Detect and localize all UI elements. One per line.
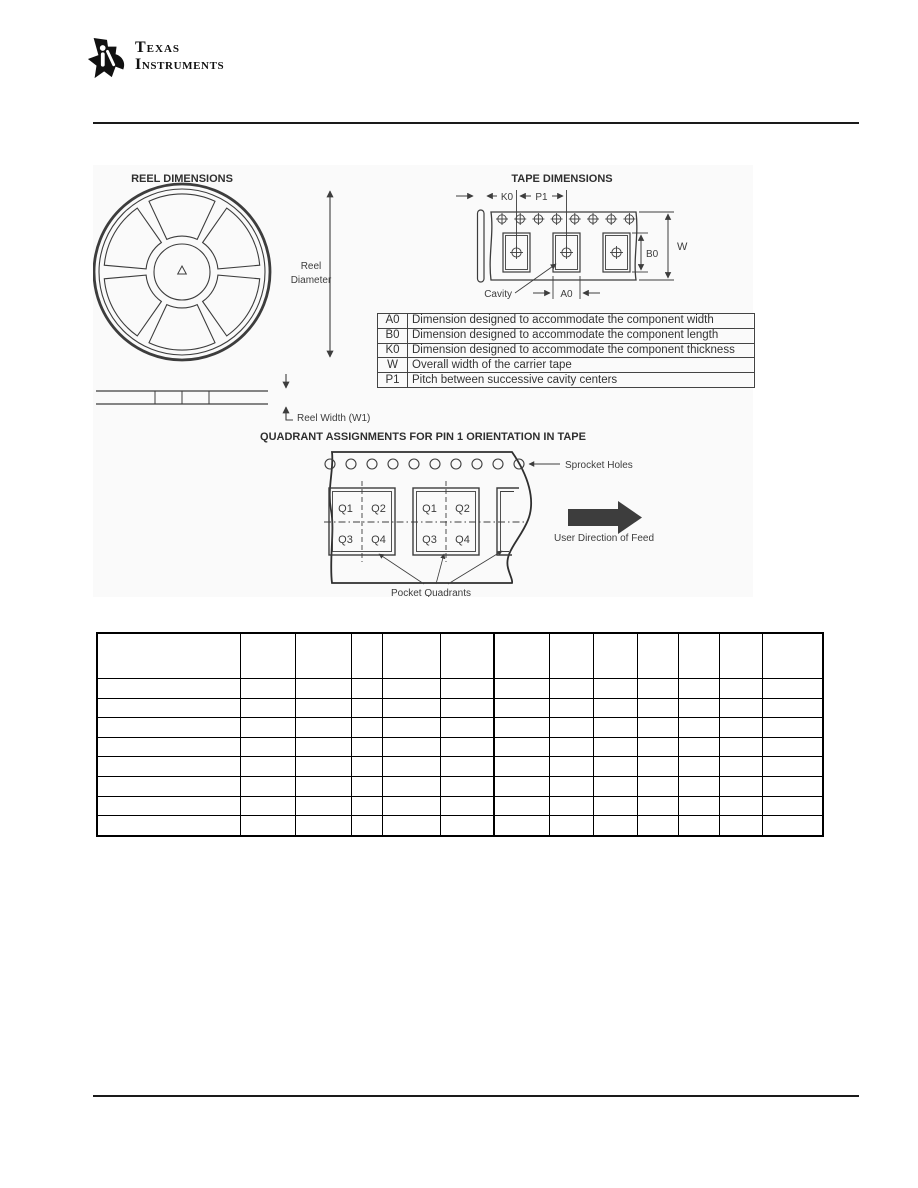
- empty-cell: [719, 679, 762, 699]
- empty-cell: [593, 757, 637, 777]
- empty-cell: [440, 633, 494, 679]
- empty-cell: [351, 796, 382, 816]
- reel-side-view: [96, 391, 268, 404]
- empty-cell: [440, 698, 494, 718]
- empty-cell: [351, 737, 382, 757]
- empty-cell: [382, 816, 440, 836]
- reel-dimensions-title: REEL DIMENSIONS: [131, 173, 233, 185]
- reel-width-label: Reel Width (W1): [297, 413, 371, 424]
- sprocket-holes-label: Sprocket Holes: [565, 460, 633, 471]
- empty-cell: [762, 633, 823, 679]
- empty-cell: [440, 816, 494, 836]
- pocket1-q1-label: Q1: [338, 503, 353, 515]
- empty-cell: [549, 718, 593, 738]
- empty-cell: [637, 776, 678, 796]
- empty-cell: [440, 718, 494, 738]
- empty-cell: [97, 718, 240, 738]
- empty-cell: [240, 757, 295, 777]
- empty-cell: [240, 698, 295, 718]
- ti-wordmark: [135, 40, 224, 74]
- legend-row: [378, 314, 755, 329]
- k0-dimension: [456, 192, 514, 203]
- empty-cell: [494, 757, 549, 777]
- empty-cell: [637, 698, 678, 718]
- empty-cell: [678, 796, 719, 816]
- empty-cell: [719, 776, 762, 796]
- empty-cell: [97, 679, 240, 699]
- empty-cell: [351, 757, 382, 777]
- empty-cell: [762, 698, 823, 718]
- empty-cell: [549, 796, 593, 816]
- empty-cell: [97, 816, 240, 836]
- header-row: [97, 633, 823, 679]
- ti-logo: [86, 36, 224, 82]
- empty-cell: [494, 816, 549, 836]
- empty-cell: [637, 796, 678, 816]
- empty-cell: [494, 796, 549, 816]
- table-row: [97, 776, 823, 796]
- legend-symbol: B0: [378, 328, 408, 343]
- legend-description: Dimension designed to accommodate the component thickness: [408, 343, 755, 358]
- empty-cell: [678, 776, 719, 796]
- empty-cell: [593, 679, 637, 699]
- legend-row: [378, 373, 755, 388]
- hub-orientation-mark: [178, 266, 187, 274]
- table-row: [97, 718, 823, 738]
- empty-cell: [593, 698, 637, 718]
- empty-cell: [593, 816, 637, 836]
- legend-description: Dimension designed to accommodate the component width: [408, 314, 755, 329]
- empty-cell: [295, 737, 351, 757]
- empty-cell: [351, 776, 382, 796]
- pocket2-q4-label: Q4: [455, 534, 470, 546]
- empty-cell: [762, 718, 823, 738]
- legend-row: [378, 343, 755, 358]
- pocket2-q1-label: Q1: [422, 503, 437, 515]
- table-row: [97, 679, 823, 699]
- empty-cell: [637, 718, 678, 738]
- empty-cell: [719, 633, 762, 679]
- legend-row: [378, 328, 755, 343]
- empty-cell: [382, 757, 440, 777]
- empty-cell: [762, 796, 823, 816]
- empty-cell: [719, 757, 762, 777]
- w-label: W: [677, 241, 688, 253]
- quadrant-assignments-title: QUADRANT ASSIGNMENTS FOR PIN 1 ORIENTATION IN TAPE: [260, 431, 586, 443]
- empty-cell: [678, 698, 719, 718]
- empty-cell: [240, 718, 295, 738]
- logo-line1: Texas: [135, 39, 181, 56]
- empty-cell: [382, 718, 440, 738]
- empty-cell: [593, 737, 637, 757]
- empty-cell: [719, 796, 762, 816]
- empty-cell: [351, 698, 382, 718]
- legend-symbol: A0: [378, 314, 408, 329]
- empty-cell: [762, 737, 823, 757]
- empty-cell: [494, 633, 549, 679]
- legend-description: Pitch between successive cavity centers: [408, 373, 755, 388]
- a0-label: A0: [560, 289, 573, 300]
- pocket2-q3-label: Q3: [422, 534, 437, 546]
- empty-cell: [549, 633, 593, 679]
- tape-edge-view: [478, 210, 485, 282]
- table-row: [97, 757, 823, 777]
- empty-cell: [678, 737, 719, 757]
- empty-cell: [440, 679, 494, 699]
- empty-cell: [549, 737, 593, 757]
- legend-description: Dimension designed to accommodate the component length: [408, 328, 755, 343]
- empty-cell: [295, 757, 351, 777]
- empty-cell: [295, 633, 351, 679]
- empty-cell: [549, 757, 593, 777]
- empty-cell: [351, 679, 382, 699]
- empty-cell: [295, 816, 351, 836]
- reel-diameter-label-2: Diameter: [290, 275, 332, 286]
- empty-cell: [382, 633, 440, 679]
- empty-cell: [762, 816, 823, 836]
- tape-reel-parts-table: [96, 632, 824, 837]
- empty-cell: [494, 737, 549, 757]
- empty-cell: [762, 679, 823, 699]
- empty-cell: [295, 718, 351, 738]
- empty-cell: [549, 698, 593, 718]
- feed-direction-arrow-icon: [568, 501, 642, 534]
- empty-cell: [240, 737, 295, 757]
- empty-cell: [295, 776, 351, 796]
- empty-cell: [678, 679, 719, 699]
- empty-cell: [240, 816, 295, 836]
- b0-label: B0: [646, 249, 659, 260]
- k0-label: K0: [500, 192, 514, 203]
- legend-description: Overall width of the carrier tape: [408, 358, 755, 373]
- empty-cell: [382, 776, 440, 796]
- pocket1-q2-label: Q2: [371, 503, 386, 515]
- empty-cell: [719, 816, 762, 836]
- empty-cell: [97, 776, 240, 796]
- reel-width-dimension: [286, 374, 370, 424]
- empty-cell: [382, 679, 440, 699]
- empty-cell: [593, 718, 637, 738]
- empty-cell: [762, 776, 823, 796]
- p1-label: P1: [535, 192, 548, 203]
- empty-cell: [97, 757, 240, 777]
- pocket-quadrants-label: Pocket Quadrants: [390, 588, 472, 597]
- table-row: [97, 816, 823, 836]
- empty-cell: [494, 679, 549, 699]
- empty-cell: [351, 718, 382, 738]
- empty-cell: [494, 776, 549, 796]
- empty-cell: [678, 633, 719, 679]
- empty-cell: [240, 796, 295, 816]
- table-row: [97, 796, 823, 816]
- empty-cell: [351, 816, 382, 836]
- header-divider: [93, 122, 859, 124]
- empty-cell: [240, 679, 295, 699]
- empty-cell: [637, 816, 678, 836]
- empty-cell: [97, 698, 240, 718]
- w-dimension: [639, 212, 688, 280]
- empty-cell: [494, 698, 549, 718]
- empty-cell: [295, 796, 351, 816]
- empty-cell: [549, 776, 593, 796]
- empty-cell: [97, 796, 240, 816]
- empty-cell: [719, 698, 762, 718]
- pocket1-q4-label: Q4: [371, 534, 386, 546]
- empty-cell: [593, 633, 637, 679]
- pocket1-q3-label: Q3: [338, 534, 353, 546]
- tape-dimensions-title: TAPE DIMENSIONS: [511, 173, 613, 185]
- empty-cell: [719, 718, 762, 738]
- empty-cell: [440, 737, 494, 757]
- empty-cell: [637, 633, 678, 679]
- empty-cell: [549, 679, 593, 699]
- empty-cell: [97, 737, 240, 757]
- legend-symbol: K0: [378, 343, 408, 358]
- legend-row: [378, 358, 755, 373]
- empty-cell: [637, 679, 678, 699]
- reel-diameter-dimension: [291, 191, 332, 357]
- empty-cell: [593, 776, 637, 796]
- quadrant-tape-outline: [324, 452, 654, 597]
- legend-symbol: W: [378, 358, 408, 373]
- empty-cell: [295, 698, 351, 718]
- table-row: [97, 737, 823, 757]
- ti-texas-mark-icon: [86, 36, 128, 82]
- empty-cell: [440, 776, 494, 796]
- empty-cell: [678, 816, 719, 836]
- empty-cell: [382, 737, 440, 757]
- empty-cell: [678, 757, 719, 777]
- empty-cell: [440, 796, 494, 816]
- cavity-label: Cavity: [484, 289, 512, 300]
- empty-cell: [351, 633, 382, 679]
- empty-cell: [240, 776, 295, 796]
- empty-cell: [637, 757, 678, 777]
- empty-cell: [440, 757, 494, 777]
- pocket2-q2-label: Q2: [455, 503, 470, 515]
- empty-cell: [382, 698, 440, 718]
- feed-direction-label: User Direction of Feed: [553, 533, 655, 544]
- reel-front-view: [94, 184, 270, 360]
- empty-cell: [593, 796, 637, 816]
- legend-symbol: P1: [378, 373, 408, 388]
- empty-cell: [97, 633, 240, 679]
- logo-line2: Instruments: [135, 55, 225, 73]
- empty-cell: [549, 816, 593, 836]
- empty-cell: [762, 757, 823, 777]
- empty-cell: [719, 737, 762, 757]
- empty-cell: [295, 679, 351, 699]
- empty-cell: [637, 737, 678, 757]
- empty-cell: [382, 796, 440, 816]
- empty-cell: [240, 633, 295, 679]
- empty-cell: [678, 718, 719, 738]
- empty-cell: [494, 718, 549, 738]
- tape-dimension-legend-table: [377, 313, 755, 388]
- footer-divider: [93, 1095, 859, 1097]
- tape-carrier: [490, 212, 637, 280]
- reel-diameter-label-1: Reel: [300, 261, 322, 272]
- table-row: [97, 698, 823, 718]
